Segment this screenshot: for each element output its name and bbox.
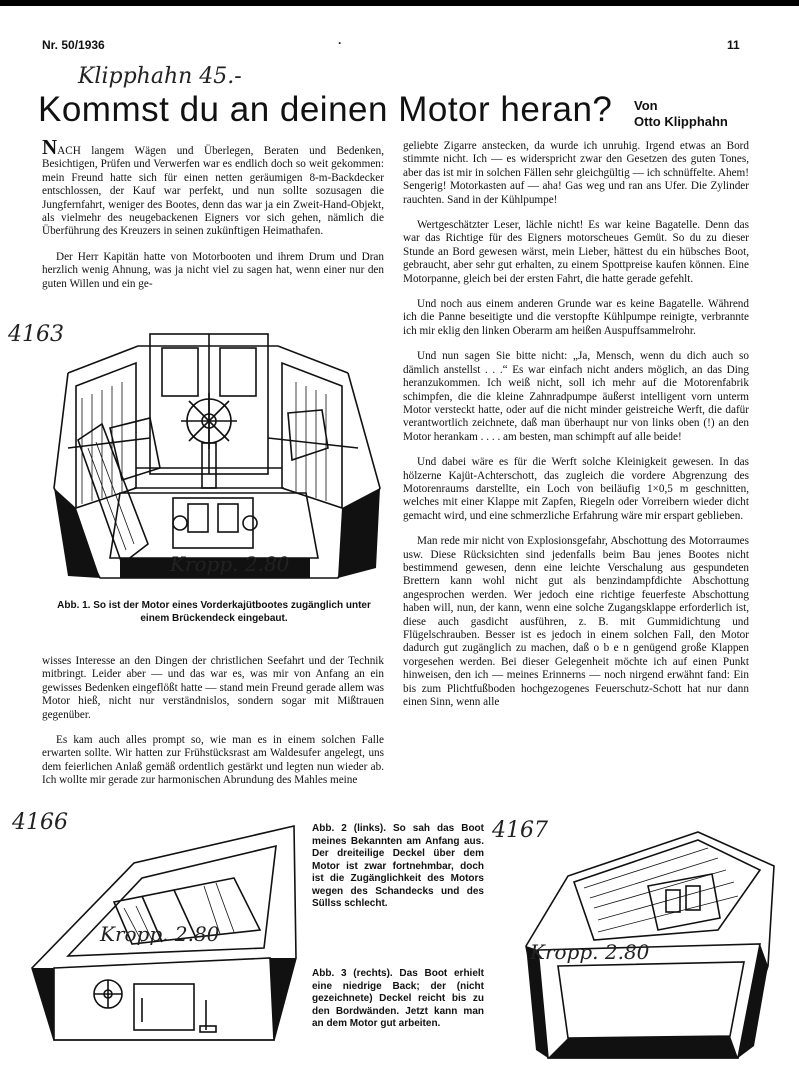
drop-cap: N <box>42 135 58 159</box>
header-dot: · <box>338 36 342 50</box>
paragraph: wisses Interesse an den Dingen der christlichen Seefahrt und der Technik mitbringt. Leider aber — und das war es, was mir von Anfang an ein gewisses Bedenken eingeflößt hatte — stand mein Freund gerade allem was Motor hieß, nicht nur verständnislos, sondern sogar mit Mißtrauen gegenüber. <box>42 655 384 721</box>
author-byline <box>634 98 728 130</box>
left-column-lower <box>42 655 384 800</box>
author-prefix: Von <box>634 98 658 113</box>
figure1-id-handwriting: 4163 <box>8 322 64 347</box>
figure2-id-handwriting: 4166 <box>12 810 68 835</box>
figure2-sign-handwriting: Kropp. 2.80 <box>100 922 220 946</box>
figure3-sign-handwriting: Kropp. 2.80 <box>530 940 650 964</box>
figure1-sign-handwriting: Kropp. 2.80 <box>170 552 290 576</box>
paragraph: NACH langem Wägen und Überlegen, Beraten und Bedenken, Besichtigen, Prüfen und Verwerfen war es endlich doch so weit gekommen: mein Freund hatte sich für einen netten geräumigen 8-m-Backdecker entschlossen, der Kauf war perfekt, und nun sollte sozusagen die Jungfernfahrt, weniger des Bootes, denn das war ja ein Zweit-Hand-Objekt, als vielmehr des neugebackenen Eigners vor sich gehen, nämlich die Überführung des Kreuzers in seinen zukünftigen Heimathafen. <box>42 135 384 238</box>
paragraph: Wertgeschätzter Leser, lächle nicht! Es war keine Bagatelle. Denn das war das Richtige für des Eigners motorscheues Gemüt. So du zu dieser Stunde an Bord gewesen wärst, mein Lieber, hättest du ein hübsches Boot, gebraucht, aber sehr gut erhalten, zu einem Spottpreise kaufen können. Eine Motorpanne, gleich bei der ersten Fahrt, die hatte gerade gefehlt. <box>403 219 749 285</box>
article-title: Kommst du an deinen Motor heran? <box>38 90 613 129</box>
issue-number: Nr. 50/1936 <box>42 38 105 52</box>
paragraph: Und dabei wäre es für die Werft solche Kleinigkeit gewesen. In das hölzerne Kajüt-Achterschott, das zugleich die vordere Abgrenzung des Motorenraums darstellte, ein Loch von beiläufig 1×0,5 m geschnitten, welches mit einer Klappe mit Zapfen, Riegeln oder Vorreibern wieder dicht gemacht wird, und eine schmerzliche Erfahrung wäre mir erspart geblieben. <box>403 456 749 522</box>
figure3-caption: Abb. 3 (rechts). Das Boot erhielt eine niedrige Back; der (nicht gezeichnete) Deckel reicht bis zu den Bordwänden. Jetzt kann man an dem Motor gut arbeiten. <box>312 968 484 1029</box>
paragraph: Es kam auch alles prompt so, wie man es in einem solchen Falle erwarten sollte. Wir hatten zur Frühstücksrast am Waldesufer angelegt, uns dem feierlichen Anlaß gemäß ordentlich gestärkt und legten nun wieder ab. Ich wollte mir gerade zur harmonischen Abrundung des Mahles meine <box>42 734 384 787</box>
page-number: 11 <box>727 38 740 52</box>
right-column <box>403 140 749 721</box>
figure2-caption: Abb. 2 (links). So sah das Boot meines Bekannten am Anfang aus. Der dreiteilige Deckel über dem Motor ist zwar fortnehmbar, doch ist die Zugänglichkeit des Motors wegen des Schandecks und des Süllss schlecht. <box>312 823 484 909</box>
paragraph: Der Herr Kapitän hatte von Motorbooten und ihrem Drum und Dran herzlich wenig Ahnung, was ja nicht viel zu sagen hat, wenn einer nur den guten Willen und ein ge- <box>42 250 384 290</box>
figure1-caption: Abb. 1. So ist der Motor eines Vorderkajütbootes zugänglich unter einem Brückendeck eingebaut. <box>57 600 371 624</box>
paragraph: geliebte Zigarre anstecken, da wurde ich unruhig. Irgend etwas an Bord stimmte nicht. Ich — es widerspricht zwar den Gesetzen des guten Tones, aber das ist mir in solchen Fällen sehr gleichgültig — ich schnüffelte. Ahem! Sengerig! Motorkasten auf — aha! Gas weg und ran ans Ufer. Die Zylinder rauchten. Sand in der Kühlpumpe! <box>403 140 749 206</box>
paragraph: Und nun sagen Sie bitte nicht: „Ja, Mensch, wenn du dich auch so dämlich anstellst . . .“ Es war einfach nicht anders möglich, an das Ding heranzukommen. Ich weiß nicht, soll ich mehr auf die Motorenfabrik schimpfen, die die kleine Zahnradpumpe äußerst intelligent vorn unterm Motor versteckt hatte, oder auf die nicht minder geistreiche Werft, die dafür verantwortlich zeichnete, daß man überhaupt nur von links oben (!) an den Motor herankam . . . . am besten, man schimpft auf alle beide! <box>403 350 749 443</box>
title-handwriting: Klipphahn 45.- <box>78 64 242 89</box>
figure3-id-handwriting: 4167 <box>492 818 548 843</box>
author-name: Otto Klipphahn <box>634 114 728 129</box>
top-border <box>0 0 799 6</box>
paragraph: Und noch aus einem anderen Grunde war es keine Bagatelle. Während ich die Panne beseitigte und die verstopfte Kühlpumpe reinigte, verbrannte ich mir eklig den linken Oberarm am heißen Auspuffsammelrohr. <box>403 298 749 337</box>
paragraph: Man rede mir nicht von Explosionsgefahr, Abschottung des Motorraumes usw. Diese Rücksichten sind jedenfalls beim Bau jenes Bootes nicht bestimmend gewesen, denn eine leichte Verschalung aus gespundeten Brettern kann wohl nicht gut als benzindampfdichte Abschottung angesprochen werden. Wer jedoch eine richtige feuerfeste Abschottung haben will, nun, der kann, wenn eine solche Zugangsklappe erforderlich ist, diese auch gasdicht ausführen, z. B. mit Gummidichtung und Flügelschrauben. Besser ist es jedoch in einem solchen Fall, den Motor dadurch gut zugänglich zu machen, daß o b e n genügend große Klappen vorgesehen werden. Bei dieser Gelegenheit möchte ich auf einen Punkt hinweisen, den ich — meines Erinnerns — noch nirgend erwähnt fand: Ein bis zum Plichtfußboden hochgezogenes Feuerschutz-Schott hat nur dann einen Sinn, wenn alle <box>403 535 749 709</box>
left-column-upper <box>42 135 384 303</box>
